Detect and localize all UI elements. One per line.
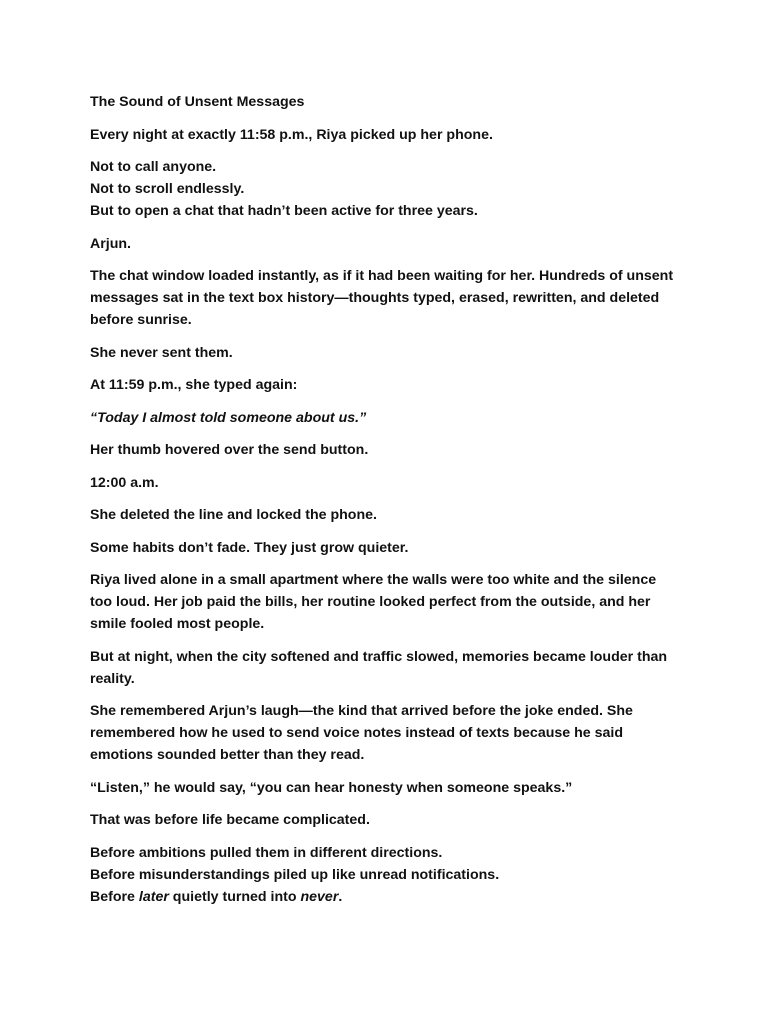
emphasis-never: never bbox=[300, 888, 339, 905]
paragraph-17-line-3 bbox=[90, 886, 690, 908]
paragraph-12 bbox=[90, 569, 690, 635]
paragraph-17 bbox=[90, 842, 690, 908]
paragraph-13 bbox=[90, 646, 690, 690]
paragraph-17-line-2: Before misunderstandings piled up like unread notifications. bbox=[90, 866, 500, 883]
paragraph-2-line-2: Not to scroll endlessly. bbox=[90, 181, 245, 197]
paragraph-17-line-1: Before ambitions pulled them in different directions. bbox=[90, 844, 443, 861]
paragraph-2 bbox=[90, 156, 690, 222]
paragraph-6: At 11:59 p.m., she typed again: bbox=[90, 377, 298, 393]
paragraph-8: Her thumb hovered over the send button. bbox=[90, 442, 369, 458]
paragraph-10: She deleted the line and locked the phone. bbox=[90, 507, 377, 523]
text-before: Before bbox=[90, 888, 139, 905]
paragraph-4-line-3: before sunrise. bbox=[90, 312, 192, 328]
paragraph-13-line-1: But at night, when the city softened and traffic slowed, memories became louder than bbox=[90, 648, 668, 665]
paragraph-12-line-1: Riya lived alone in a small apartment where the walls were too white and the silence bbox=[90, 572, 657, 588]
paragraph-12-line-2: too loud. Her job paid the bills, her routine looked perfect from the outside, and her bbox=[90, 594, 651, 610]
paragraph-9: 12:00 a.m. bbox=[90, 474, 159, 491]
paragraph-15: “Listen,” he would say, “you can hear honesty when someone speaks.” bbox=[90, 779, 573, 796]
paragraph-4 bbox=[90, 265, 690, 331]
text-middle: quietly turned into bbox=[168, 888, 301, 905]
paragraph-14-line-1: She remembered Arjun’s laugh—the kind that arrived before the joke ended. She bbox=[90, 703, 633, 719]
paragraph-14-line-2: remembered how he used to send voice notes instead of texts because he said bbox=[90, 725, 623, 741]
paragraph-12-line-3: smile fooled most people. bbox=[90, 616, 265, 632]
emphasis-later: later bbox=[138, 888, 169, 905]
paragraph-4-line-2: messages sat in the text box history—thoughts typed, erased, rewritten, and deleted bbox=[90, 290, 660, 306]
text-period: . bbox=[338, 888, 343, 905]
paragraph-1: Every night at exactly 11:58 p.m., Riya picked up her phone. bbox=[90, 126, 493, 143]
paragraph-3: Arjun. bbox=[90, 235, 131, 252]
paragraph-11: Some habits don’t fade. They just grow quieter. bbox=[90, 539, 409, 556]
paragraph-4-line-1: The chat window loaded instantly, as if it had been waiting for her. Hundreds of unsent bbox=[90, 268, 674, 284]
paragraph-14-line-3: emotions sounded better than they read. bbox=[90, 747, 365, 763]
story-title: The Sound of Unsent Messages bbox=[90, 94, 305, 110]
paragraph-14 bbox=[90, 700, 690, 766]
document-body bbox=[90, 91, 690, 918]
paragraph-2-line-1: Not to call anyone. bbox=[90, 159, 217, 175]
paragraph-2-line-3: But to open a chat that hadn’t been active for three years. bbox=[90, 203, 478, 219]
paragraph-7-quote: “Today I almost told someone about us.” bbox=[90, 409, 367, 426]
paragraph-16: That was before life became complicated. bbox=[90, 812, 370, 828]
paragraph-13-line-2: reality. bbox=[90, 670, 135, 687]
paragraph-5: She never sent them. bbox=[90, 344, 233, 361]
